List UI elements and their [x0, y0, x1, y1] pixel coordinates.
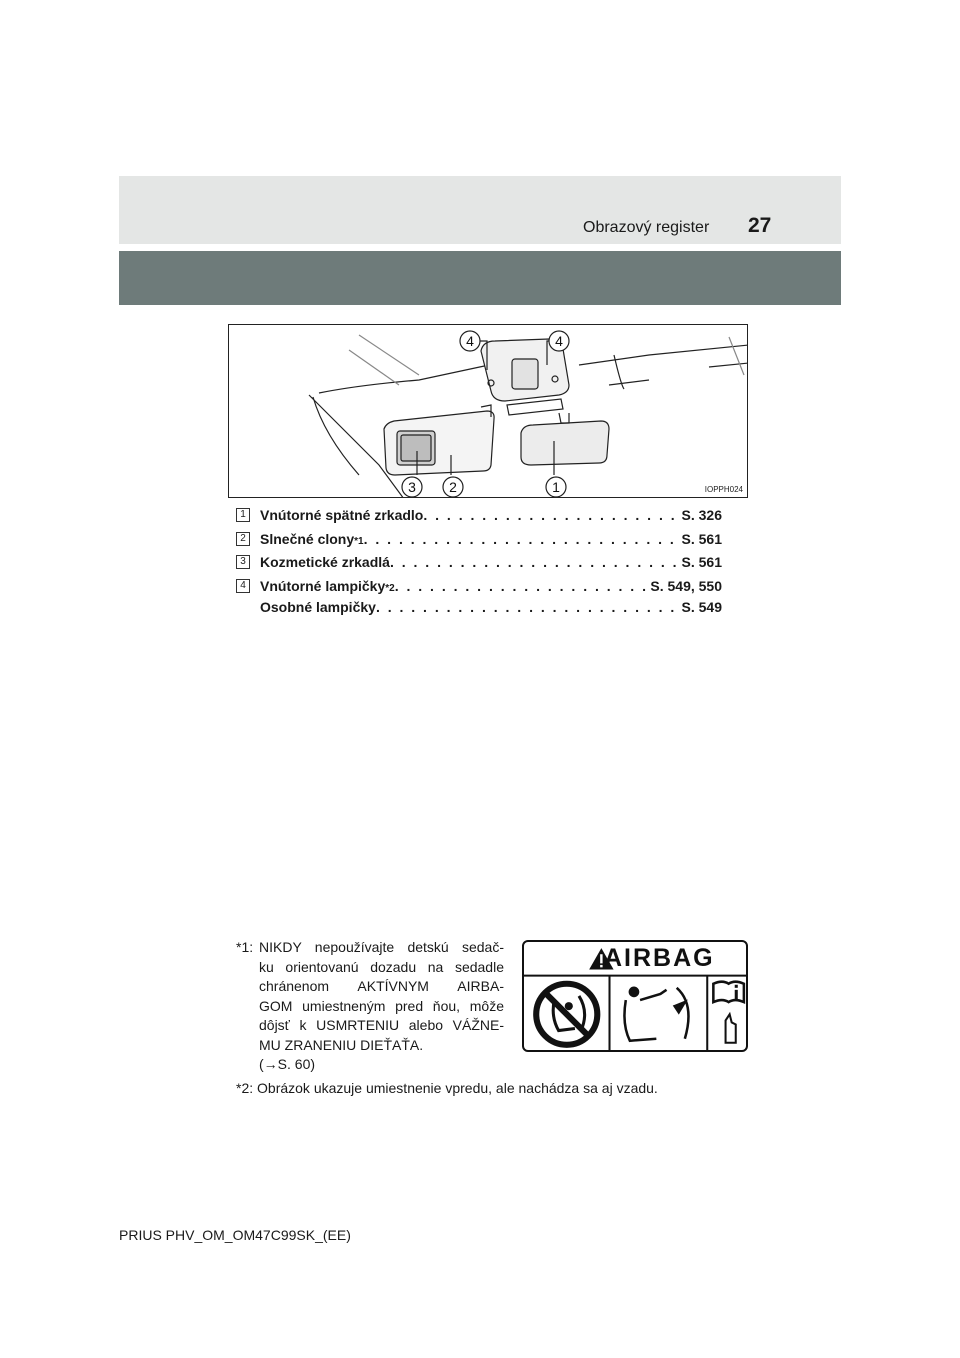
- callout-4a: 4: [466, 333, 474, 349]
- index-page-ref[interactable]: S. 549: [681, 599, 722, 615]
- index-label: Kozmetické zrkadlá: [260, 554, 390, 570]
- index-label: Vnútorné spätné zrkadlo: [260, 507, 424, 523]
- index-entry-sun-visors: [236, 531, 722, 555]
- callout-3: 3: [408, 479, 416, 495]
- index-entry-vanity-mirrors: [236, 554, 722, 578]
- leader-dots: [423, 507, 677, 523]
- leader-dots: [376, 599, 678, 615]
- index-entry-personal-lights: [236, 599, 722, 623]
- footnote-1-mark: *1:: [236, 939, 254, 955]
- header-dark-band: [119, 251, 841, 305]
- no-rear-facing-child-seat-icon: [536, 984, 597, 1045]
- footnote-2-mark: *2:: [236, 1080, 254, 1096]
- footnote-2: [236, 1080, 658, 1096]
- leader-dots: [390, 554, 678, 570]
- seat-airbag-icon: [624, 988, 688, 1041]
- footnote-1: [236, 938, 504, 1075]
- footnote-marker: *1: [354, 535, 364, 547]
- footnote-1-page-ref[interactable]: (→S. 60): [259, 1056, 316, 1072]
- index-page-ref[interactable]: S. 326: [681, 507, 722, 523]
- footnote-2-text: Obrázok ukazuje umiestnenie vpredu, ale nachádza sa aj vzadu.: [257, 1080, 658, 1096]
- page-number: 27: [748, 214, 772, 237]
- index-page-ref[interactable]: S. 561: [681, 554, 722, 570]
- footnote-1-line: GOM umiestneným pred ňou, môže: [259, 997, 504, 1014]
- index-number: 1: [236, 508, 250, 522]
- footnote-1-line: ku orientovanú dozadu na sedadle: [259, 958, 504, 975]
- airbag-warning-label: [522, 940, 748, 1052]
- index-label: Osobné lampičky: [260, 599, 376, 615]
- section-title: Obrazový register: [583, 219, 710, 236]
- callout-2: 2: [449, 479, 457, 495]
- figure-code: IOPPH024: [704, 485, 743, 494]
- leader-dots: [364, 531, 678, 547]
- footnote-1-line: dôjsť k USMRTENIU alebo VÁŽNE-: [259, 1017, 504, 1033]
- callout-1: 1: [552, 479, 560, 495]
- index-page-ref[interactable]: S. 561: [681, 530, 722, 547]
- ceiling-illustration: [229, 325, 748, 498]
- index-entry-rearview-mirror: [236, 507, 722, 531]
- footnote-1-text: [259, 938, 504, 1075]
- header-band: [119, 176, 841, 244]
- footer-model-code: PRIUS PHV_OM_OM47C99SK_(EE): [119, 1227, 351, 1243]
- footnote-1-line: chránenom AKTÍVNYM AIRBA-: [259, 978, 504, 994]
- index-entry-interior-lights: [236, 578, 722, 602]
- index-number: 4: [236, 579, 250, 593]
- component-index: [236, 507, 722, 623]
- callout-4b: 4: [555, 333, 563, 349]
- index-label: Vnútorné lampičky: [260, 577, 386, 594]
- index-number: 2: [236, 532, 250, 546]
- leader-dots: [395, 578, 647, 594]
- index-number: 3: [236, 555, 250, 569]
- read-manual-icon: [713, 982, 744, 1043]
- footnote-marker: *2: [385, 582, 395, 594]
- interior-ceiling-figure: [228, 324, 748, 498]
- index-page-ref[interactable]: S. 549, 550: [650, 577, 722, 594]
- airbag-title: AIRBAG: [604, 944, 715, 972]
- footnote-1-line: NIKDY nepoužívajte detskú sedač-: [259, 939, 504, 955]
- footnote-1-line: MU ZRANENIU DIEŤAŤA.: [259, 1036, 424, 1053]
- index-label: Slnečné clony: [260, 530, 355, 547]
